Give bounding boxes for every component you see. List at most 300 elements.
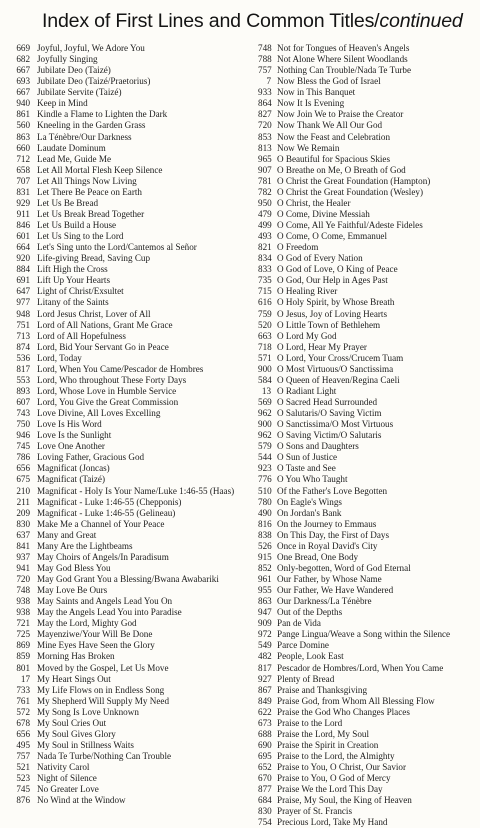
index-entry: [0, 718, 258, 729]
hymn-title: Out of the Depths: [277, 607, 343, 618]
hymn-number: 965: [258, 153, 272, 164]
hymn-number: 849: [258, 695, 272, 706]
hymn-title: Lord, You Give the Great Commission: [37, 397, 179, 407]
hymn-number: 495: [16, 739, 30, 750]
hymn-number: 682: [16, 54, 30, 65]
index-entry: [258, 397, 480, 408]
hymn-number: 859: [16, 651, 30, 662]
hymn-number: 861: [16, 109, 30, 120]
index-entry: [258, 187, 480, 198]
index-entry: [0, 685, 258, 696]
index-entry: [0, 596, 258, 607]
index-entry: [0, 198, 258, 209]
hymn-title: Lord, Today: [37, 352, 82, 363]
index-entry: [258, 707, 480, 718]
hymn-title: Magnificat (Taizé): [37, 474, 106, 485]
left-column: [0, 43, 258, 806]
hymn-title: O Saving Victim/O Salutaris: [277, 430, 382, 441]
hymn-number: 817: [258, 662, 272, 673]
hymn-title: Praise God, from Whom All Blessing Flow: [277, 695, 435, 706]
hymn-number: 863: [16, 131, 30, 142]
hymn-title: Lead Me, Guide Me: [37, 153, 111, 164]
hymn-title: Lord, When You Came/Pescador de Hombres: [37, 363, 204, 374]
hymn-title: May Saints and Angels Lead You On: [37, 596, 173, 607]
hymn-number: 544: [258, 452, 272, 463]
index-entry: [0, 154, 258, 165]
hymn-number: 673: [258, 717, 272, 728]
index-entry: [0, 109, 258, 120]
index-entry: [258, 264, 480, 275]
hymn-title: O Beautiful for Spacious Skies: [277, 153, 391, 164]
index-entry: [258, 463, 480, 474]
index-entry: [0, 762, 258, 773]
hymn-title: Mayenziwe/Your Will Be Done: [37, 629, 153, 640]
hymn-title: O You Who Taught: [277, 474, 348, 485]
hymn-title: Let All Things Now Living: [37, 175, 137, 186]
index-entry: [0, 629, 258, 640]
hymn-number: 947: [258, 607, 272, 618]
index-entry: [0, 209, 258, 220]
index-entry: [258, 120, 480, 131]
hymn-number: 937: [16, 551, 30, 562]
hymn-number: 900: [258, 363, 272, 374]
hymn-title: Praise the God Who Changes Places: [277, 706, 410, 717]
hymn-number: 876: [16, 795, 30, 806]
hymn-number: 637: [16, 529, 30, 540]
hymn-number: 584: [258, 374, 272, 385]
index-entry: [258, 474, 480, 485]
index-entry: [0, 320, 258, 331]
hymn-title: My Heart Sings Out: [37, 673, 111, 684]
index-entry: [0, 331, 258, 342]
hymn-title: O Lord, Your Cross/Crucem Tuam: [277, 352, 404, 363]
hymn-number: 647: [16, 286, 30, 297]
hymn-title: On Jordan's Bank: [277, 507, 342, 518]
index-entry: [258, 773, 480, 784]
hymn-title: Let Us Sing to the Lord: [37, 231, 124, 242]
hymn-number: 664: [16, 242, 30, 253]
hymn-number: 510: [258, 485, 272, 496]
hymn-number: 781: [258, 175, 272, 186]
hymn-number: 715: [258, 286, 272, 297]
index-entry: [258, 231, 480, 242]
hymn-number: 656: [16, 728, 30, 739]
index-entry: [0, 640, 258, 651]
index-entry: [0, 231, 258, 242]
hymn-title: Praise the Spirit in Creation: [277, 739, 379, 750]
index-entry: [258, 76, 480, 87]
index-entry: [0, 408, 258, 419]
hymn-number: 669: [16, 43, 30, 53]
hymn-title: May Choirs of Angels/In Paradisum: [37, 551, 169, 562]
hymn-title: Only-begotten, Word of God Eternal: [277, 562, 411, 573]
hymn-title: Lord, Bid Your Servant Go in Peace: [37, 341, 169, 352]
index-entry: [258, 408, 480, 419]
hymn-number: 675: [16, 474, 30, 485]
hymn-number: 211: [16, 496, 30, 507]
hymn-number: 733: [16, 684, 30, 695]
hymn-title: Precious Lord, Take My Hand: [277, 817, 388, 828]
hymn-title: On Eagle's Wings: [277, 496, 342, 507]
hymn-number: 923: [258, 463, 272, 474]
hymn-number: 553: [16, 374, 30, 385]
hymn-title: Life-giving Bread, Saving Cup: [37, 253, 151, 264]
index-entry: [258, 519, 480, 530]
hymn-number: 684: [258, 795, 272, 806]
hymn-title: Nada Te Turbe/Nothing Can Trouble: [37, 751, 172, 761]
hymn-title: Plenty of Bread: [277, 673, 335, 684]
index-entry: [258, 353, 480, 364]
index-entry: [258, 452, 480, 463]
index-entry: [258, 441, 480, 452]
hymn-title: O Sacred Head Surrounded: [277, 397, 378, 407]
hymn-number: 678: [16, 717, 30, 728]
hymn-title: Magnificat - Luke 1:46-55 (Chepponis): [37, 496, 182, 507]
index-entry: [0, 508, 258, 519]
hymn-title: Not for Tongues of Heaven's Angels: [277, 43, 410, 53]
hymn-title: Our Father, by Whose Name: [277, 574, 382, 584]
hymn-title: Now Join We to Praise the Creator: [277, 109, 404, 120]
hymn-title: O Little Town of Bethlehem: [277, 319, 381, 330]
hymn-number: 955: [258, 585, 272, 596]
hymn-title: Kneeling in the Garden Grass: [37, 120, 146, 131]
hymn-number: 864: [258, 98, 272, 109]
index-entry: [0, 364, 258, 375]
index-entry: [0, 530, 258, 541]
hymn-title: My Shepherd Will Supply My Need: [37, 695, 170, 706]
hymn-number: 707: [16, 175, 30, 186]
index-entry: [0, 618, 258, 629]
hymn-title: Morning Has Broken: [37, 651, 115, 662]
index-entry: [258, 87, 480, 98]
hymn-title: On the Journey to Emmaus: [277, 518, 377, 529]
hymn-title: Love Is the Sunlight: [37, 430, 112, 441]
hymn-title: O Christ, the Healer: [277, 197, 351, 208]
hymn-number: 893: [16, 385, 30, 396]
index-entry: [258, 220, 480, 231]
hymn-number: 560: [16, 120, 30, 131]
hymn-number: 821: [258, 242, 272, 253]
hymn-number: 720: [258, 120, 272, 131]
index-entry: [0, 342, 258, 353]
hymn-title: Magnificat - Luke 1:46-55 (Gelineau): [37, 507, 176, 518]
index-entry: [0, 98, 258, 109]
hymn-title: O Sun of Justice: [277, 452, 338, 463]
hymn-number: 757: [258, 65, 272, 76]
hymn-number: 801: [16, 662, 30, 673]
hymn-title: Make Me a Channel of Your Peace: [37, 518, 165, 529]
index-entry: [0, 607, 258, 618]
hymn-number: 688: [258, 728, 272, 739]
hymn-title: Love Divine, All Loves Excelling: [37, 408, 161, 419]
hymn-number: 656: [16, 463, 30, 474]
index-entry: [258, 817, 480, 828]
index-entry: [0, 54, 258, 65]
hymn-number: 725: [16, 629, 30, 640]
hymn-number: 869: [16, 640, 30, 651]
hymn-title: Pan de Vida: [277, 618, 321, 629]
hymn-title: No Wind at the Window: [37, 795, 126, 806]
index-entry: [0, 696, 258, 707]
index-entry: [258, 585, 480, 596]
hymn-number: 977: [16, 297, 30, 308]
index-entry: [258, 618, 480, 629]
hymn-number: 830: [258, 806, 272, 817]
hymn-title: Lord Jesus Christ, Lover of All: [37, 308, 151, 319]
index-entry: [0, 707, 258, 718]
hymn-title: O Lord My God: [277, 330, 337, 341]
hymn-title: May God Bless You: [37, 562, 111, 573]
hymn-number: 782: [258, 186, 272, 197]
hymn-number: 776: [258, 474, 272, 485]
index-entry: [258, 331, 480, 342]
index-entry: [0, 76, 258, 87]
hymn-title: Kindle a Flame to Lighten the Dark: [37, 109, 168, 120]
index-entry: [0, 309, 258, 320]
index-entry: [0, 552, 258, 563]
page-title-main: Index of First Lines and Common Titles/: [42, 10, 380, 32]
hymn-title: Of the Father's Love Begotten: [277, 485, 388, 496]
index-entry: [258, 596, 480, 607]
hymn-title: Not Alone Where Silent Woodlands: [277, 54, 408, 65]
hymn-number: 938: [16, 607, 30, 618]
index-entry: [0, 297, 258, 308]
index-entry: [258, 740, 480, 751]
hymn-number: 933: [258, 87, 272, 98]
hymn-title: O Jesus, Joy of Loving Hearts: [277, 308, 387, 319]
hymn-title: Love One Another: [37, 441, 105, 452]
hymn-number: 754: [258, 817, 272, 828]
hymn-title: Now It Is Evening: [277, 98, 345, 109]
hymn-title: Now We Remain: [277, 142, 340, 153]
index-entry: [0, 729, 258, 740]
hymn-title: O God, Our Help in Ages Past: [277, 275, 388, 286]
hymn-number: 884: [16, 264, 30, 275]
hymn-title: Laudate Dominum: [37, 142, 106, 153]
hymn-title: Love Is His Word: [37, 419, 102, 430]
hymn-number: 652: [258, 762, 272, 773]
index-entry: [0, 264, 258, 275]
hymn-title: Many and Great: [37, 529, 97, 540]
hymn-number: 490: [258, 507, 272, 518]
hymn-title: Let Us Build a House: [37, 220, 117, 230]
hymn-title: May the Lord, Mighty God: [37, 618, 137, 629]
index-entry: [258, 176, 480, 187]
index-entry: [0, 132, 258, 143]
hymn-title: O Holy Spirit, by Whose Breath: [277, 297, 395, 308]
hymn-title: O Salutaris/O Saving Victim: [277, 408, 382, 419]
hymn-title: Now in This Banquet: [277, 87, 356, 98]
index-entry: [258, 419, 480, 430]
hymn-number: 607: [16, 397, 30, 407]
index-entry: [0, 375, 258, 386]
index-entry: [0, 353, 258, 364]
hymn-number: 691: [16, 275, 30, 286]
hymn-number: 712: [16, 153, 30, 164]
hymn-title: Let Us Be Bread: [37, 197, 99, 208]
hymn-number: 948: [16, 308, 30, 319]
hymn-title: Prayer of St. Francis: [277, 806, 353, 817]
index-entry: [258, 375, 480, 386]
hymn-number: 521: [16, 762, 30, 773]
index-entry: [258, 486, 480, 497]
hymn-number: 830: [16, 518, 30, 529]
hymn-number: 695: [258, 751, 272, 761]
index-entry: [0, 651, 258, 662]
hymn-title: O Come, All Ye Faithful/Adeste Fideles: [277, 220, 423, 230]
hymn-title: Moved by the Gospel, Let Us Move: [37, 662, 169, 673]
hymn-number: 745: [16, 441, 30, 452]
hymn-number: 788: [258, 54, 272, 65]
hymn-title: Let All Mortal Flesh Keep Silence: [37, 164, 163, 175]
index-entry: [0, 463, 258, 474]
index-entry: [0, 663, 258, 674]
index-entry: [258, 806, 480, 817]
hymn-title: O Most Virtuous/O Sanctissima: [277, 363, 394, 374]
hymn-title: Lord, Who throughout These Forty Days: [37, 374, 187, 385]
hymn-title: Jubilate Servite (Taizé): [37, 87, 122, 98]
hymn-number: 667: [16, 65, 30, 76]
hymn-number: 658: [16, 164, 30, 175]
hymn-number: 572: [16, 706, 30, 717]
hymn-number: 911: [16, 208, 30, 219]
hymn-title: Praise to You, O Christ, Our Savior: [277, 762, 407, 773]
index-entry: [258, 275, 480, 286]
index-entry: [258, 109, 480, 120]
index-entry: [258, 795, 480, 806]
index-entry: [0, 286, 258, 297]
hymn-title: Now Thank We All Our God: [277, 120, 383, 131]
hymn-title: My Soul Cries Out: [37, 717, 107, 728]
hymn-title: Pange Lingua/Weave a Song within the Silence: [277, 629, 451, 640]
index-entry: [258, 607, 480, 618]
hymn-number: 833: [258, 264, 272, 275]
index-entry: [0, 143, 258, 154]
hymn-title: Loving Father, Gracious God: [37, 452, 145, 463]
hymn-title: May the Angels Lead You into Paradise: [37, 607, 182, 618]
hymn-number: 907: [258, 164, 272, 175]
hymn-number: 569: [258, 397, 272, 407]
hymn-title: Praise We the Lord This Day: [277, 784, 383, 795]
hymn-title: Joyfully Singing: [37, 54, 98, 65]
index-entry: [0, 430, 258, 441]
hymn-title: Now the Feast and Celebration: [277, 131, 391, 142]
index-entry: [258, 530, 480, 541]
index-entry: [0, 751, 258, 762]
index-entry: [258, 663, 480, 674]
index-entry: [0, 474, 258, 485]
index-entry: [258, 541, 480, 552]
hymn-title: Let's Sing unto the Lord/Cantemos al Señor: [37, 242, 197, 253]
hymn-number: 846: [16, 220, 30, 230]
index-entry: [0, 242, 258, 253]
hymn-number: 601: [16, 231, 30, 242]
index-entry: [258, 640, 480, 651]
hymn-number: 929: [16, 197, 30, 208]
hymn-number: 867: [258, 684, 272, 695]
hymn-number: 17: [20, 673, 30, 684]
index-entry: [258, 685, 480, 696]
hymn-title: Light of Christ/Exsultet: [37, 286, 124, 297]
hymn-title: Lord of All Hopefulness: [37, 330, 126, 341]
index-entry: [0, 386, 258, 397]
hymn-title: Many Are the Lightbeams: [37, 540, 133, 551]
hymn-number: 915: [258, 551, 272, 562]
hymn-number: 745: [16, 784, 30, 795]
index-entry: [0, 65, 258, 76]
hymn-number: 920: [16, 253, 30, 264]
hymn-number: 523: [16, 773, 30, 784]
hymn-title: O Freedom: [277, 242, 319, 253]
index-entry: [258, 43, 480, 54]
hymn-title: O Queen of Heaven/Regina Caeli: [277, 374, 400, 385]
index-entry: [258, 563, 480, 574]
index-entry: [0, 43, 258, 54]
index-entry: [0, 795, 258, 806]
hymn-number: 13: [261, 385, 271, 396]
hymn-number: 721: [16, 618, 30, 629]
hymn-title: O God of Every Nation: [277, 253, 363, 264]
index-entry: [258, 154, 480, 165]
index-entry: [258, 651, 480, 662]
hymn-number: 817: [16, 363, 30, 374]
index-entry: [258, 430, 480, 441]
index-entry: [258, 629, 480, 640]
hymn-title: Lift Up Your Hearts: [37, 275, 110, 286]
index-entry: [258, 198, 480, 209]
index-entry: [0, 486, 258, 497]
hymn-title: Once in Royal David's City: [277, 540, 378, 551]
hymn-number: 579: [258, 441, 272, 452]
page-title: [42, 10, 463, 33]
hymn-title: Magnificat (Joncas): [37, 463, 110, 474]
hymn-number: 616: [258, 297, 272, 308]
hymn-number: 786: [16, 452, 30, 463]
index-entry: [258, 674, 480, 685]
hymn-number: 7: [266, 76, 271, 87]
hymn-title: Parce Domine: [277, 640, 329, 651]
hymn-title: O Radiant Light: [277, 385, 337, 396]
hymn-number: 874: [16, 341, 30, 352]
hymn-number: 748: [16, 585, 30, 596]
index-entry: [0, 784, 258, 795]
index-entry: [258, 386, 480, 397]
hymn-title: People, Look East: [277, 651, 344, 662]
hymn-number: 663: [258, 330, 272, 341]
hymn-title: O God of Love, O King of Peace: [277, 264, 398, 275]
index-entry: [0, 87, 258, 98]
index-entry: [258, 65, 480, 76]
hymn-number: 751: [16, 319, 30, 330]
hymn-title: O Sanctissima/O Most Virtuous: [277, 419, 394, 430]
index-entry: [258, 132, 480, 143]
hymn-title: O Healing River: [277, 286, 338, 297]
hymn-number: 827: [258, 109, 272, 120]
hymn-number: 853: [258, 131, 272, 142]
hymn-number: 813: [258, 142, 272, 153]
index-entry: [258, 718, 480, 729]
hymn-number: 693: [16, 76, 30, 87]
hymn-title: O Sons and Daughters: [277, 441, 359, 452]
hymn-number: 493: [258, 231, 272, 242]
index-entry: [0, 187, 258, 198]
right-column: [258, 43, 480, 828]
hymn-number: 961: [258, 574, 272, 584]
hymn-number: 877: [258, 784, 272, 795]
hymn-number: 743: [16, 408, 30, 419]
hymn-number: 831: [16, 186, 30, 197]
index-entry: [258, 497, 480, 508]
